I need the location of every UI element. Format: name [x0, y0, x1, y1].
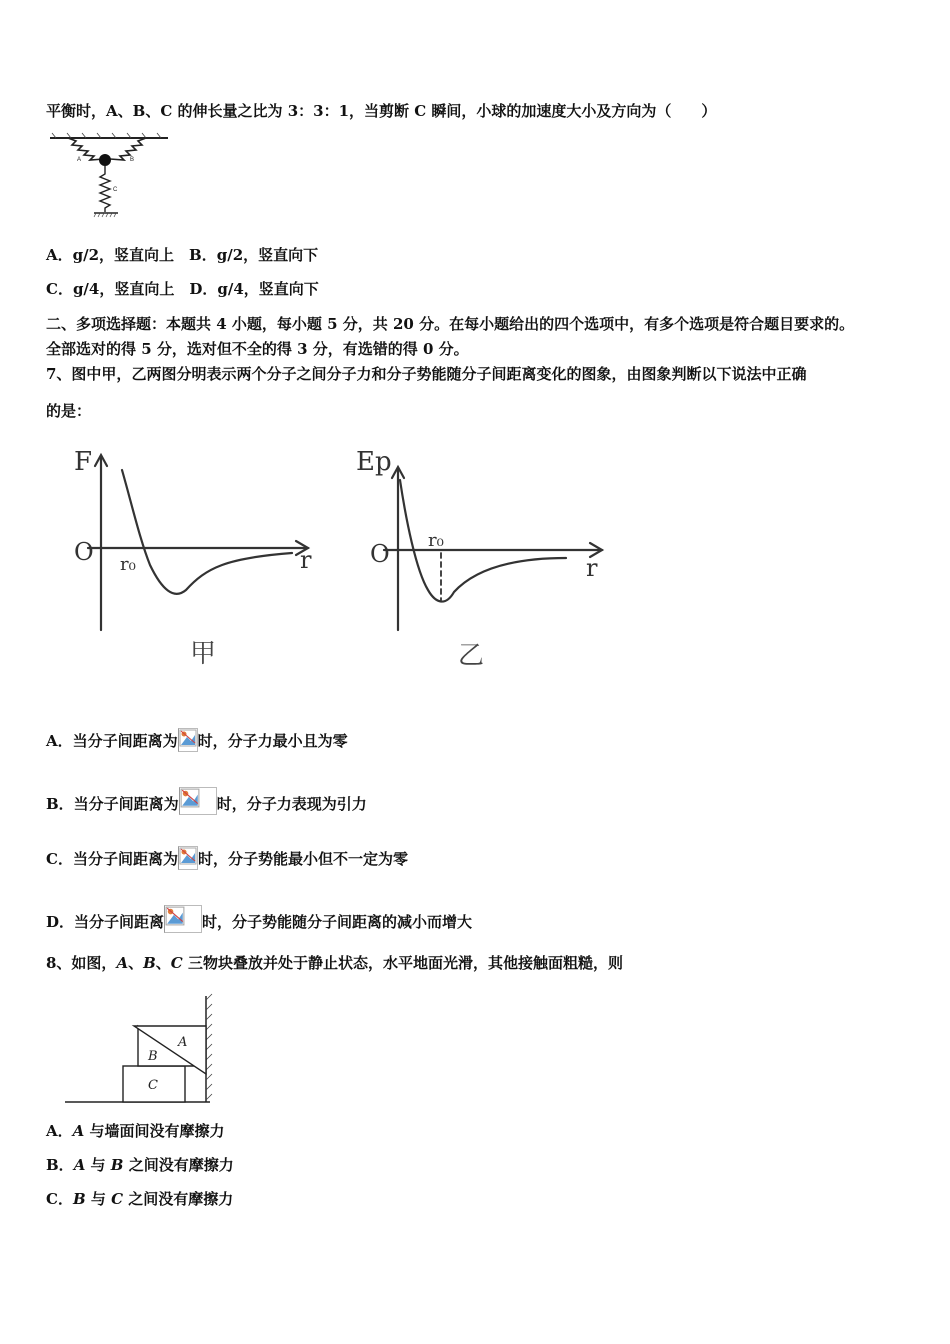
q8-option-b	[46, 1154, 234, 1176]
spring-c-label: C	[113, 187, 118, 193]
q8-option-b-prefix: B．	[46, 1156, 74, 1174]
q7-graphs	[46, 440, 626, 680]
q7-option-c-suffix: 时，分子势能最小但不一定为零	[197, 850, 408, 868]
block-c-label: C	[148, 1078, 158, 1093]
q8-option-a-sub: A	[72, 1122, 85, 1140]
spring-a	[68, 138, 104, 160]
q6-stem: 平衡时，A、B、C 的伸长量之比为 3：3：1，当剪断 C 瞬间，小球的加速度大小及方向为（ ）	[46, 102, 717, 120]
q7-option-b-prefix: B．当分子间距离为	[46, 795, 179, 813]
q8-option-b-sub1: A	[73, 1156, 86, 1174]
q7-option-c	[46, 846, 408, 870]
q7-option-d-suffix: 时，分子势能随分子间距离的减小而增大	[202, 913, 473, 931]
q8-option-a-prefix: A．	[46, 1122, 73, 1140]
potential-curve	[400, 480, 566, 602]
q8-stem-b: B	[143, 954, 156, 972]
jia-y-label: F	[74, 447, 93, 477]
broken-image-icon	[178, 846, 198, 870]
q8-stem-a: A	[116, 954, 129, 972]
q8-stem-sep1: 、	[128, 954, 144, 972]
q8-option-c-prefix: C．	[46, 1190, 73, 1208]
broken-image-icon	[179, 787, 217, 815]
q8-option-a-rest: 与墙面间没有摩擦力	[84, 1122, 225, 1140]
q7-option-a-prefix: A．当分子间距离为	[46, 732, 178, 750]
graph-yi	[384, 467, 602, 630]
q8-option-c	[46, 1188, 233, 1210]
q6-spring-figure	[46, 132, 176, 224]
yi-r0: r₀	[428, 530, 444, 551]
q8-option-c-mid: 与	[85, 1190, 112, 1208]
q8-stem-post: 三物块叠放并处于静止状态，水平地面光滑，其他接触面粗糙，则	[182, 954, 623, 972]
q8-option-b-sub2: B	[110, 1156, 124, 1174]
q7-stem-line2: 的是：	[46, 402, 92, 420]
spring-b-label: B	[130, 157, 135, 163]
broken-image-icon	[178, 728, 198, 752]
q8-stem-sep2: 、	[155, 954, 171, 972]
q8-stem	[46, 952, 623, 974]
section2-line2: 全部选对的得 5 分，选对但不全的得 3 分，有选错的得 0 分。	[46, 340, 469, 358]
q8-option-a	[46, 1120, 225, 1142]
block-b-label: B	[148, 1049, 158, 1064]
spring-c	[100, 166, 110, 212]
q8-stem-pre: 8、如图，	[46, 954, 117, 972]
q8-blocks-figure	[60, 990, 220, 1108]
block-a-label: A	[178, 1035, 188, 1050]
q7-option-d	[46, 905, 472, 933]
ball	[99, 154, 111, 166]
yi-origin: O	[370, 540, 390, 568]
q6-options-row2: C．g/4，竖直向上 D．g/4，竖直向下	[46, 280, 319, 298]
section2-line1: 二、多项选择题：本题共 4 小题，每小题 5 分，共 20 分。在每小题给出的四个选项中，有多个选项是符合题目要求的。	[46, 315, 855, 333]
q8-option-c-rest: 之间没有摩擦力	[123, 1190, 234, 1208]
q8-option-b-mid: 与	[85, 1156, 111, 1174]
q7-option-c-prefix: C．当分子间距离为	[46, 850, 178, 868]
q7-option-a-suffix: 时，分子力最小且为零	[197, 732, 348, 750]
jia-caption: 甲	[190, 639, 217, 669]
jia-origin: O	[74, 538, 94, 566]
q8-option-b-rest: 之间没有摩擦力	[123, 1156, 234, 1174]
q7-stem-line1: 7、图中甲，乙两图分明表示两个分子之间分子力和分子势能随分子间距离变化的图象，由图象判断以下说法中正确	[46, 365, 807, 383]
broken-image-icon	[164, 905, 202, 933]
q8-option-c-sub1: B	[72, 1190, 86, 1208]
yi-caption: 乙	[458, 641, 485, 671]
q8-option-c-sub2: C	[111, 1190, 124, 1208]
spring-a-label: A	[77, 157, 82, 163]
yi-y-label: Ep	[356, 447, 392, 477]
force-curve	[122, 470, 292, 594]
graph-jia	[88, 455, 308, 630]
jia-x-label: r	[300, 546, 312, 574]
yi-x-label: r	[586, 554, 598, 582]
q6-options-row1: A．g/2，竖直向上 B．g/2，竖直向下	[46, 246, 319, 264]
jia-r0: r₀	[120, 554, 136, 575]
q8-stem-c: C	[170, 954, 183, 972]
spring-b	[110, 138, 146, 160]
q7-option-b	[46, 787, 367, 815]
q7-option-a	[46, 728, 348, 752]
q7-option-d-prefix: D．当分子间距离	[46, 913, 165, 931]
q7-option-b-suffix: 时，分子力表现为引力	[216, 795, 367, 813]
